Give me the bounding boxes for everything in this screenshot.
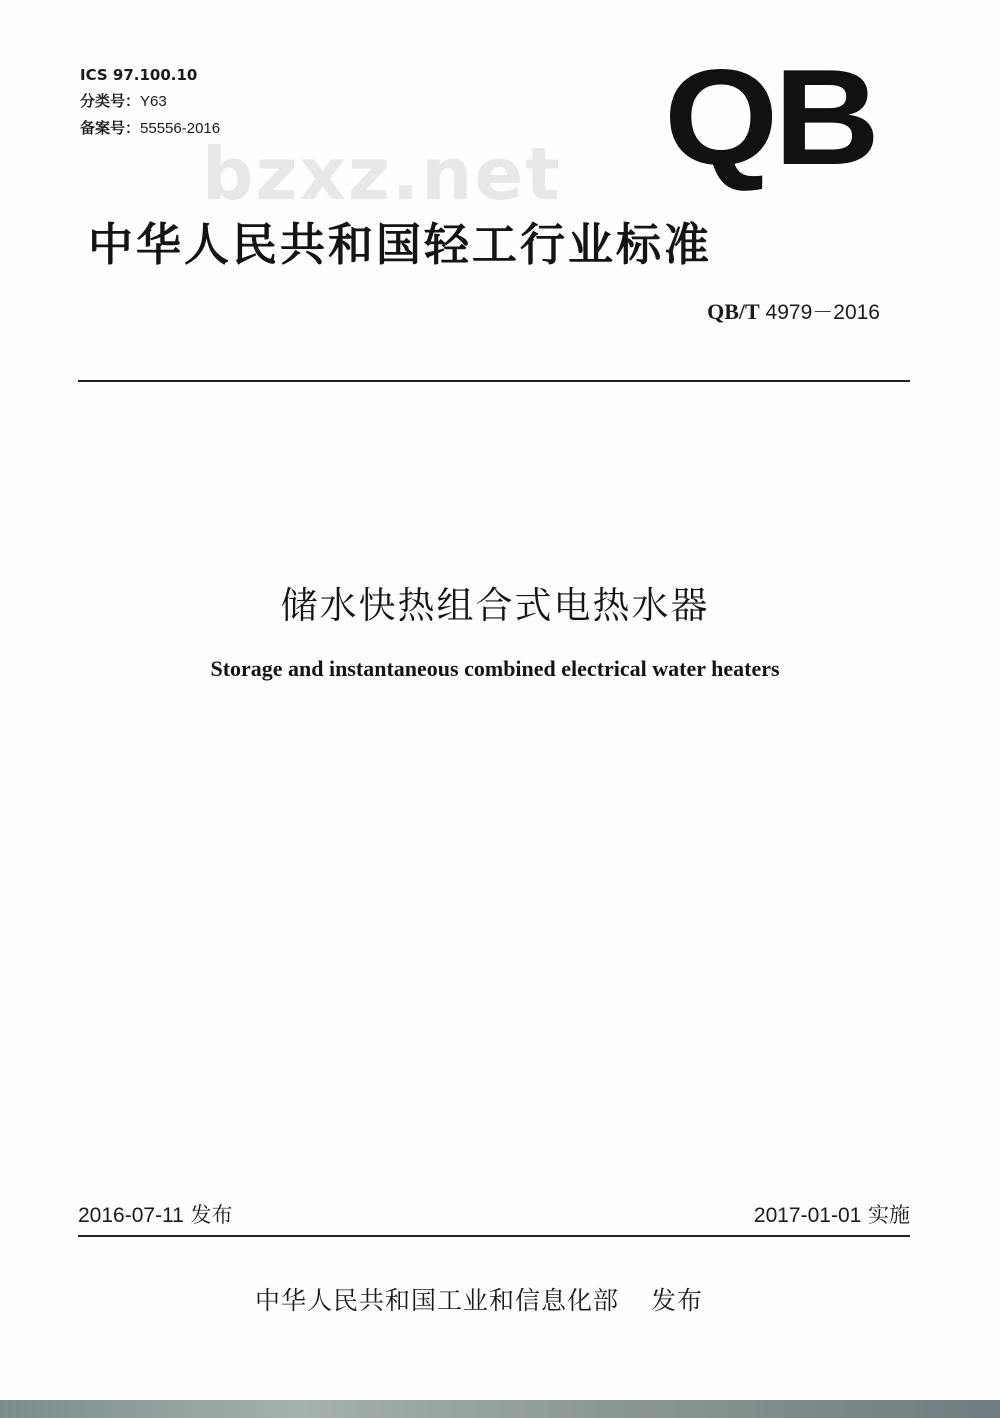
standard-number [707,296,880,326]
implement-date [754,1199,910,1229]
record-number-value: 55556-2016 [140,120,221,137]
classification-block [80,62,220,142]
publish-label: 发布 [183,1203,233,1227]
publish-date [78,1199,233,1229]
standard-code: 4979－2016 [759,301,880,324]
issuer-name: 中华人民共和国工业和信息化部 [255,1286,620,1315]
title-chinese: 储水快热组合式电热水器 [280,584,710,627]
publish-date-value: 2016-07-11 [78,1204,184,1227]
bottom-divider [78,1235,910,1237]
record-number-label: 备案号： [80,119,141,137]
class-number-row [80,88,220,115]
title-english: Storage and instantaneous combined electrical water heaters [210,656,780,681]
standard-prefix: QB/T [707,299,760,324]
issuer-verb: 发布 [651,1286,704,1315]
implement-label: 实施 [861,1203,910,1227]
ics-code: ICS 97.100.10 [80,66,198,84]
record-number-row [80,115,220,142]
class-number-value: Y63 [140,93,167,110]
class-number-label: 分类号： [80,92,141,110]
issuer [255,1281,703,1317]
scan-edge-strip [0,1400,1000,1418]
issuing-authority-heading: 中华人民共和国轻工行业标准 [88,218,713,271]
implement-date-value: 2017-01-01 [753,1204,862,1227]
top-divider [78,380,910,382]
watermark: bzxz.net [202,132,562,216]
qb-logo: QB [664,41,876,193]
